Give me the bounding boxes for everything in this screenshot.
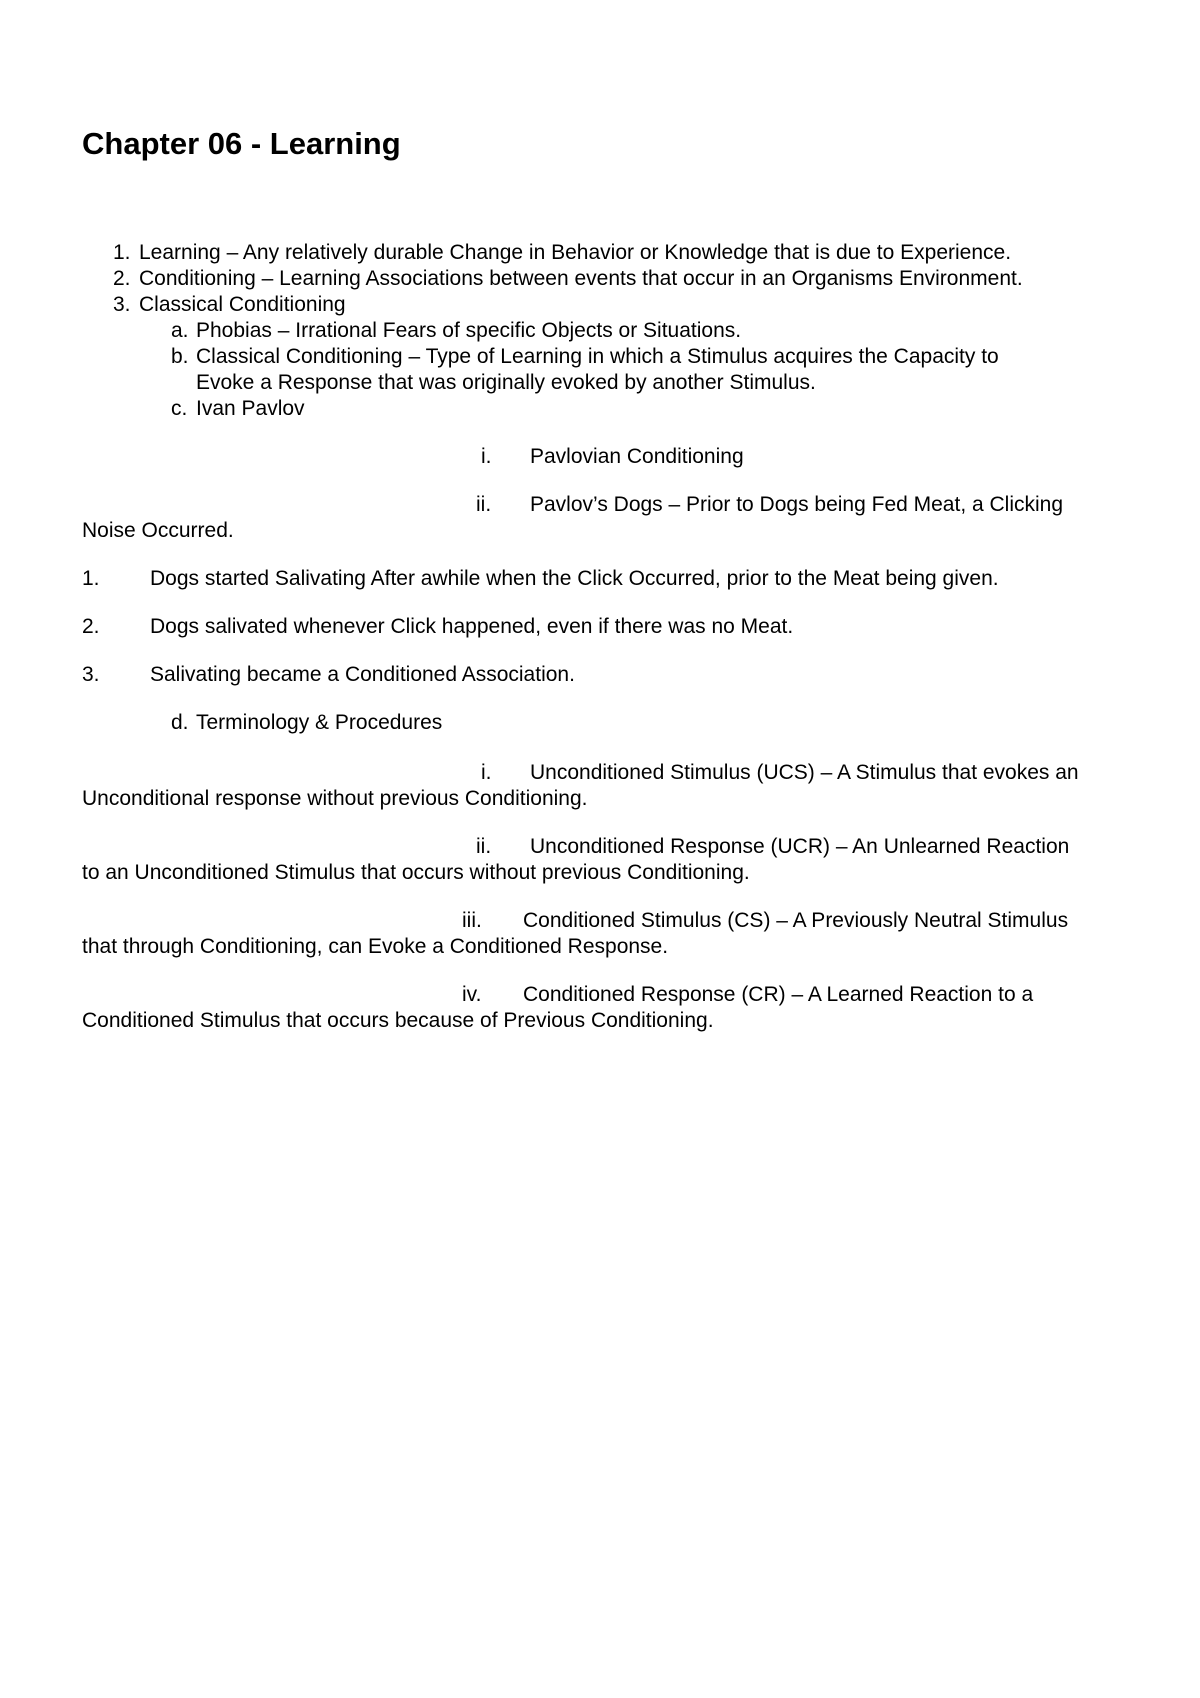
document-page: Chapter 06 - Learning 1. Learning – Any relatively durable Change in Behavior or Knowledge that is due to Experience. 2. Conditioning – Learning Associations between events that occur in an Organisms Environment. 3. Classical Conditioning a. Phobias – Irrational Fears of specific Objects or Situations. b. Classical Conditioning – Type of Learning in which a Stimulus acquires the Capacity to Evoke a Response that was originally evoked by another Stimulus. c. Ivan Pavlov i. Pavlovian Conditioning ii. Pavlov’s Dogs – Prior to Dogs being Fed Meat, a Clicking Noise Occurred. 1. Dogs started Salivating After awhile when the Click Occurred, prior to the Meat being given. 2. Dogs salivated whenever Click happened, even if there was no Meat. 3. Salivating became a Conditioned Association. d. Terminology & Procedures i. Unconditioned Stimulus (UCS) – A Stimulus that evokes an Unconditional response without previous Conditioning. ii. Unconditioned Response (UCR) – An Unlearned Reaction to an Unconditioned Stimulus that occurs without previous Conditioning. iii. Conditioned Stimulus (CS) – A Previously Neutral Stimulus that through Conditioning, can Evoke a Conditioned Response. iv. Conditioned Response (CR) – A Learned Reaction to a Conditioned Stimulus that occurs because of Previous Conditioning. xyxy=(0,0,1200,1698)
page-title: Chapter 06 - Learning xyxy=(82,126,401,161)
